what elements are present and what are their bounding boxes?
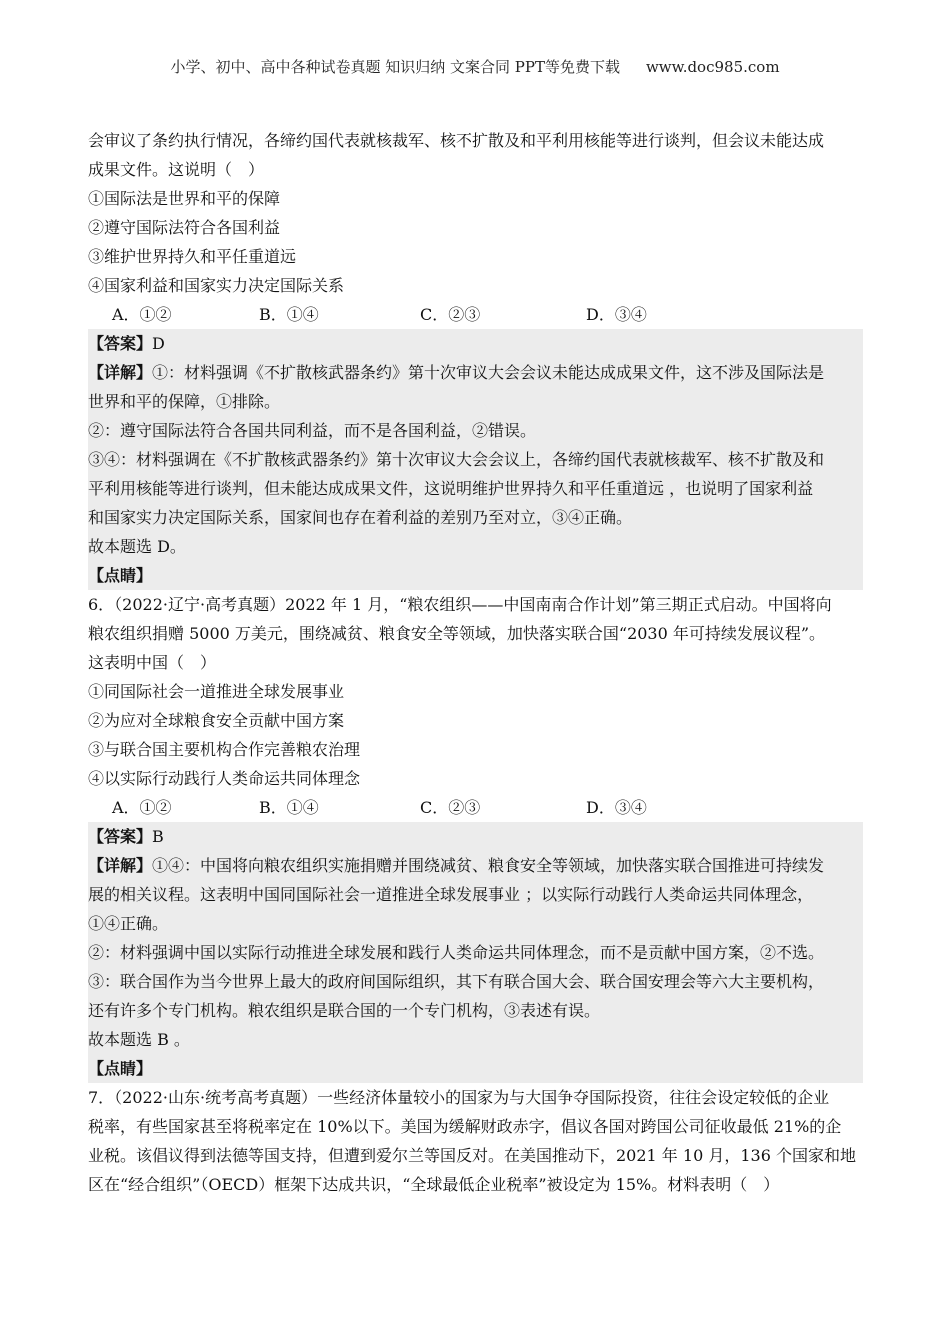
q5-answer (88, 329, 863, 358)
q5-choices (88, 300, 863, 329)
header-url[interactable]: www.doc985.com (645, 58, 780, 76)
q5-detail-line (88, 358, 863, 387)
q6-comment-label: 【点睛】 (88, 1059, 153, 1078)
detail-label: 【详解】 (88, 363, 153, 382)
q5-option: ①国际法是世界和平的保障 (88, 189, 281, 208)
q5-detail-line: ②：遵守国际法符合各国共同利益，而不是各国利益，②错误。 (88, 421, 537, 440)
q6-detail-line (88, 851, 863, 880)
answer-label: 【答案】 (88, 334, 153, 353)
q6-detail-line: ②：材料强调中国以实际行动推进全球发展和践行人类命运共同体理念，而不是贡献中国方案，②不选。 (88, 943, 825, 962)
detail-text: ①：材料强调《不扩散核武器条约》第十次审议大会会议未能达成成果文件，这不涉及国际法是 (152, 363, 825, 382)
choice-c: C．②③ (420, 798, 481, 817)
q5-detail-line: 世界和平的保障，①排除。 (88, 392, 281, 411)
choice-a: A．①② (112, 305, 172, 324)
q5-detail-line: 和国家实力决定国际关系，国家间也存在着利益的差别乃至对立，③④正确。 (88, 508, 633, 527)
answer-value: B (152, 827, 164, 846)
choice-d: D．③④ (586, 798, 647, 817)
q7-stem-line: 税率，有些国家甚至将税率定在 10%以下。美国为缓解财政赤字，倡议各国对跨国公司征收最低 21%的企 (88, 1117, 842, 1136)
q6-stem-line: 6．（2022·辽宁·高考真题）2022 年 1 月，“粮农组织——中国南南合作计划”第三期正式启动。中国将向 (88, 595, 832, 614)
q6-option: ①同国际社会一道推进全球发展事业 (88, 682, 345, 701)
q5-detail-line: 平利用核能等进行谈判，但未能达成成果文件，这说明维护世界持久和平任重道远 ，也说明了国家利益 (88, 479, 814, 498)
answer-label: 【答案】 (88, 827, 153, 846)
q6-answer-box (88, 822, 863, 1083)
q5-stem-line: 会审议了条约执行情况，各缔约国代表就核裁军、核不扩散及和平利用核能等进行谈判，但会议未能达成 (88, 131, 825, 150)
q6-choices (88, 793, 863, 822)
q5-detail-line: 故本题选 D。 (88, 537, 186, 556)
q7-stem-line: 区在“经合组织”（OECD）框架下达成共识，“全球最低企业税率”被设定为 15%。材料表明（ ） (88, 1175, 780, 1194)
q6-option: ②为应对全球粮食安全贡献中国方案 (88, 711, 345, 730)
choice-a: A．①② (112, 798, 172, 817)
q6-detail-line: 故本题选 B 。 (88, 1030, 190, 1049)
header-text: 小学、初中、高中各种试卷真题 知识归纳 文案合同 PPT等免费下载 (170, 58, 620, 76)
q7-stem-line: 业税。该倡议得到法德等国支持，但遭到爱尔兰等国反对。在美国推动下，2021 年 10 月，136 个国家和地 (88, 1146, 856, 1165)
choice-c: C．②③ (420, 305, 481, 324)
q6-option: ③与联合国主要机构合作完善粮农治理 (88, 740, 361, 759)
document-body (88, 126, 863, 1199)
page-header (0, 56, 950, 77)
q6-detail-line: 展的相关议程。这表明中国同国际社会一道推进全球发展事业 ；以实际行动践行人类命运共同体理念， (88, 885, 814, 904)
q5-detail-line: ③④：材料强调在《不扩散核武器条约》第十次审议大会会议上，各缔约国代表就核裁军、核不扩散及和 (88, 450, 825, 469)
q6-stem-line: 粮农组织捐赠 5000 万美元，围绕减贫、粮食安全等领域，加快落实联合国“2030 年可持续发展议程”。 (88, 624, 826, 643)
q5-option: ④国家利益和国家实力决定国际关系 (88, 276, 345, 295)
choice-d: D．③④ (586, 305, 647, 324)
q5-stem-line: 成果文件。这说明（ ） (88, 160, 265, 179)
detail-text: ①④：中国将向粮农组织实施捐赠并围绕减贫、粮食安全等领域，加快落实联合国推进可持续发 (152, 856, 825, 875)
q6-detail-line: 还有许多个专门机构。粮农组织是联合国的一个专门机构，③表述有误。 (88, 1001, 601, 1020)
q5-answer-box (88, 329, 863, 590)
q5-comment-label: 【点睛】 (88, 566, 153, 585)
choice-b: B．①④ (259, 305, 319, 324)
q5-option: ③维护世界持久和平任重道远 (88, 247, 297, 266)
q6-detail-line: ③：联合国作为当今世界上最大的政府间国际组织，其下有联合国大会、联合国安理会等六大主要机构， (88, 972, 825, 991)
q6-option: ④以实际行动践行人类命运共同体理念 (88, 769, 361, 788)
detail-label: 【详解】 (88, 856, 153, 875)
q5-option: ②遵守国际法符合各国利益 (88, 218, 281, 237)
q6-stem-line: 这表明中国（ ） (88, 653, 217, 672)
choice-b: B．①④ (259, 798, 319, 817)
q6-detail-line: ①④正确。 (88, 914, 169, 933)
answer-value: D (152, 334, 165, 353)
q6-answer (88, 822, 863, 851)
q7-stem-line: 7．（2022·山东·统考高考真题）一些经济体量较小的国家为与大国争夺国际投资，往往会设定较低的企业 (88, 1088, 830, 1107)
